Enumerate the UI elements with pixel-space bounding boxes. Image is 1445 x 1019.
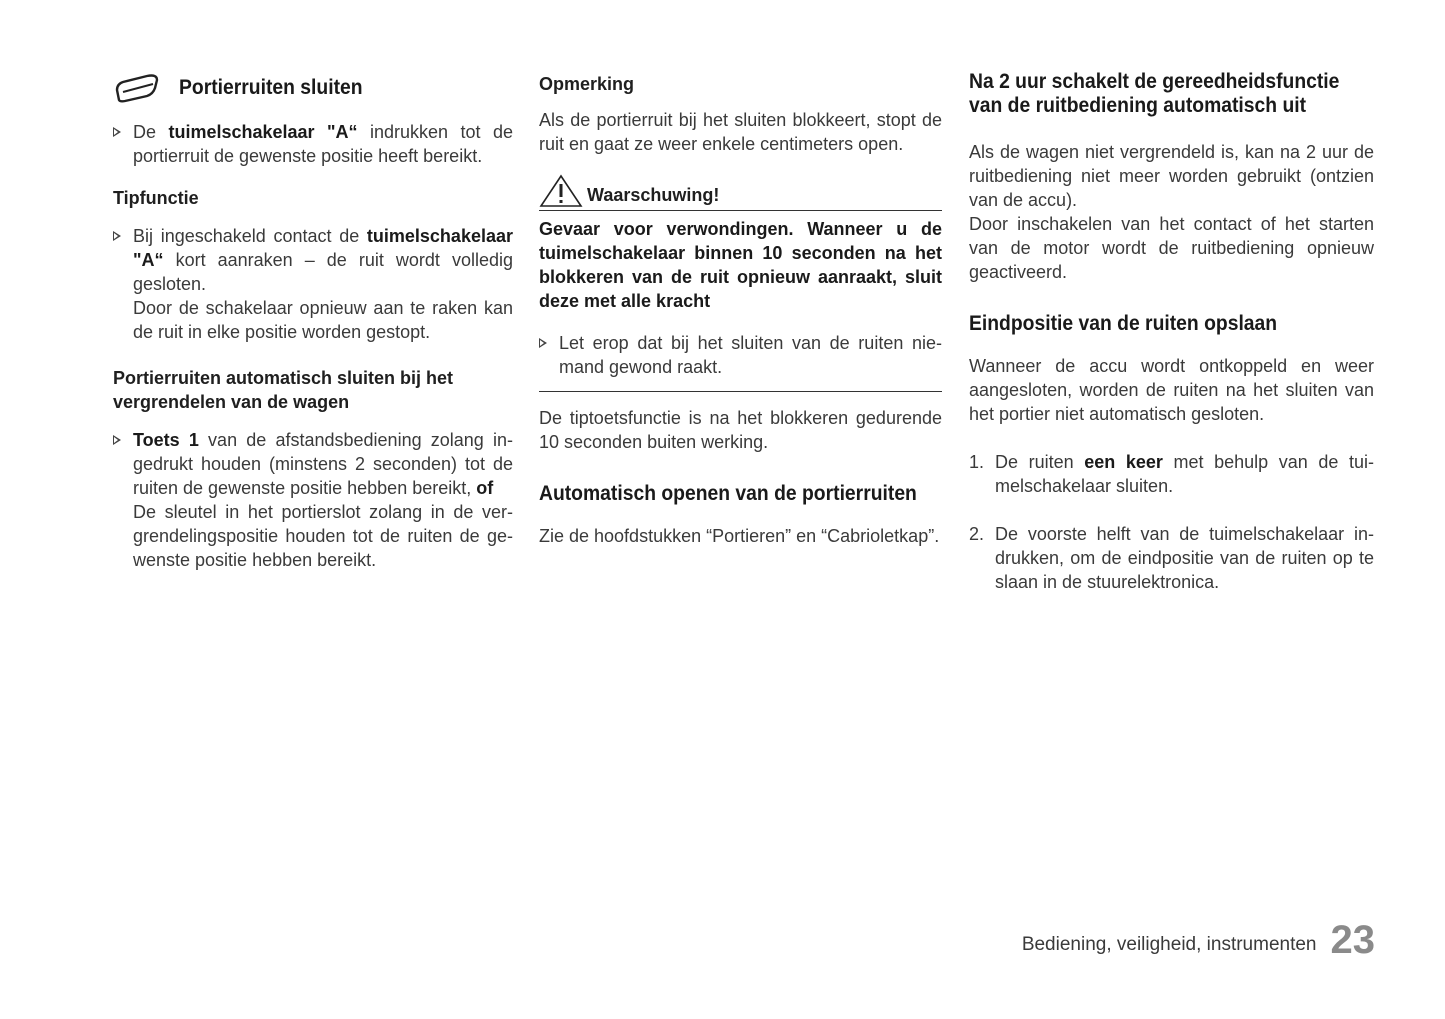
page-number: 23 <box>1330 918 1375 962</box>
bullet-triangle-icon <box>113 127 121 137</box>
bullet-item: Toets 1 van de afstandsbediening zolang ingedrukt houden (minstens 2 seconden) tot de ruiten de gewenste positie hebben bereikt, of De sleutel in het portierslot zolang in de vergrendelingspositie houden tot de ruiten de gewenste positie hebben bereikt. <box>113 428 513 572</box>
column-left <box>113 70 513 572</box>
warning-text: Gevaar voor verwondingen. Wanneer u de tuimelschakelaar binnen 10 seconden na het blokkeren van de ruit opnieuw aanraakt, sluit deze met alle kracht <box>539 219 942 311</box>
auto-open-text: Zie de hoofdstukken “Portieren” en “Cabrioletkap”. <box>539 526 940 546</box>
car-window-icon <box>113 72 161 104</box>
warning-triangle-icon <box>539 172 583 208</box>
column-right <box>969 70 1374 594</box>
warning-header <box>539 170 942 211</box>
section-title: Portierruiten sluiten <box>179 76 363 99</box>
note-text: Als de portierruit bij het sluiten blokkeert, stopt de ruit en gaat ze weer enkele centimeters open. <box>539 110 942 154</box>
bullet-item: Let erop dat bij het sluiten van de ruiten niemand gewond raakt. <box>539 331 942 379</box>
section-title-row <box>113 70 513 106</box>
subheading-tipfunctie: Tipfunctie <box>113 188 199 208</box>
numbered-step: 2. De voorste helft van de tuimelschakelaar indrukken, om de eindpositie van de ruiten op te slaan in de stuurelektronica. <box>969 524 1374 592</box>
subheading-auto-open: Automatisch openen van de portierruiten <box>539 482 917 505</box>
column-middle <box>539 70 942 548</box>
subheading-2-hours: Na 2 uur schakelt de gereedheidsfunctie van de ruitbediening automatisch uit <box>969 70 1340 117</box>
subheading-auto-close: Portierruiten automatisch sluiten bij het vergrendelen van de wagen <box>113 368 454 412</box>
page-footer <box>1022 920 1375 960</box>
bullet-triangle-icon <box>539 338 547 348</box>
numbered-step: 1. De ruiten een keer met behulp van de tuimelschakelaar sluiten. <box>969 452 1374 496</box>
warning-label: Waarschuwing! <box>587 185 720 205</box>
paragraph: Als de wagen niet vergrendeld is, kan na 2 uur de ruitbediening niet meer worden gebruikt (ontzien van de accu). <box>969 142 1374 210</box>
bullet-item: Bij ingeschakeld contact de tuimelschakelaar "A“ kort aanraken – de ruit wordt volledig gesloten. Door de schakelaar opnieuw aan te raken kan de ruit in elke positie worden gestopt. <box>113 224 513 344</box>
bullet-item: De tuimelschakelaar "A“ indrukken tot de portierruit de gewenste positie heeft bereikt. <box>113 120 513 168</box>
subheading-opmerking: Opmerking <box>539 74 635 94</box>
bullet-triangle-icon <box>113 231 121 241</box>
paragraph: Door inschakelen van het contact of het starten van de motor wordt de ruitbediening opnieuw geactiveerd. <box>969 214 1374 282</box>
bullet-triangle-icon <box>113 435 121 445</box>
subheading-end-position: Eindpositie van de ruiten opslaan <box>969 312 1278 335</box>
footer-section-title: Bediening, veiligheid, instrumenten <box>1021 934 1317 955</box>
paragraph: Wanneer de accu wordt ontkoppeld en weer aangesloten, worden de ruiten na het sluiten van het portier niet automatisch gesloten. <box>969 356 1374 424</box>
tip-off-text: De tiptoetsfunctie is na het blokkeren gedurende 10 seconden buiten werking. <box>539 408 942 452</box>
